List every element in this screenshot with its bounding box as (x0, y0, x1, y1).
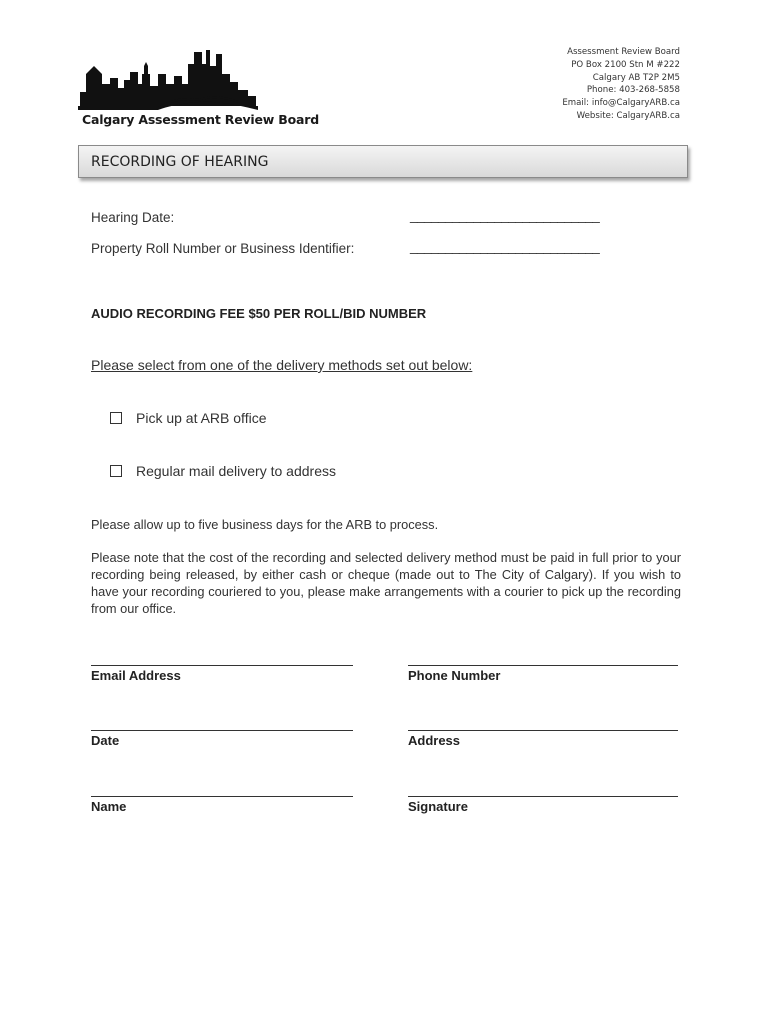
hearing-date-field[interactable]: ___________________________ (410, 208, 600, 223)
email-label: Email Address (91, 668, 181, 683)
phone-line[interactable] (408, 665, 678, 666)
date-line[interactable] (91, 730, 353, 731)
hearing-date-label: Hearing Date: (91, 210, 175, 225)
roll-number-label: Property Roll Number or Business Identifier: (91, 241, 355, 256)
payment-note: Please note that the cost of the recording and selected delivery method must be paid in full prior to your recording being released, by either cash or cheque (made out to The City of Calgary). If you wish to have your recording couriered to you, please make arrangements with a courier to pick up the recording from our office. (91, 550, 681, 616)
contact-email: Email: info@CalgaryARB.ca (562, 98, 680, 109)
page-title: RECORDING OF HEARING (91, 154, 269, 170)
signature-label: Signature (408, 799, 468, 814)
name-line[interactable] (91, 796, 353, 797)
date-label: Date (91, 733, 120, 748)
name-label: Name (91, 799, 127, 814)
contact-block (562, 46, 680, 123)
phone-label: Phone Number (408, 668, 501, 683)
signature-line[interactable] (408, 796, 678, 797)
mail-checkbox[interactable] (110, 465, 122, 477)
contact-line: PO Box 2100 Stn M #222 (571, 59, 680, 70)
pickup-checkbox[interactable] (110, 412, 122, 424)
contact-line: Assessment Review Board (567, 47, 680, 57)
roll-number-field[interactable]: ___________________________ (410, 239, 600, 254)
contact-line: Calgary AB T2P 2M5 (592, 72, 680, 83)
contact-phone: Phone: 403-268-5858 (586, 85, 680, 96)
email-line[interactable] (91, 665, 353, 666)
processing-note: Please allow up to five business days for the ARB to process. (91, 517, 439, 532)
logo-wordmark: Calgary Assessment Review Board (82, 112, 319, 127)
address-line[interactable] (408, 730, 678, 731)
pickup-option-label: Pick up at ARB office (136, 410, 267, 426)
title-banner (78, 145, 688, 178)
delivery-prompt: Please select from one of the delivery methods set out below: (91, 357, 473, 373)
contact-website: Website: CalgaryARB.ca (576, 110, 680, 121)
fee-notice: AUDIO RECORDING FEE $50 PER ROLL/BID NUMBER (91, 306, 427, 321)
mail-option-label: Regular mail delivery to address (136, 463, 336, 479)
address-label: Address (408, 733, 461, 748)
